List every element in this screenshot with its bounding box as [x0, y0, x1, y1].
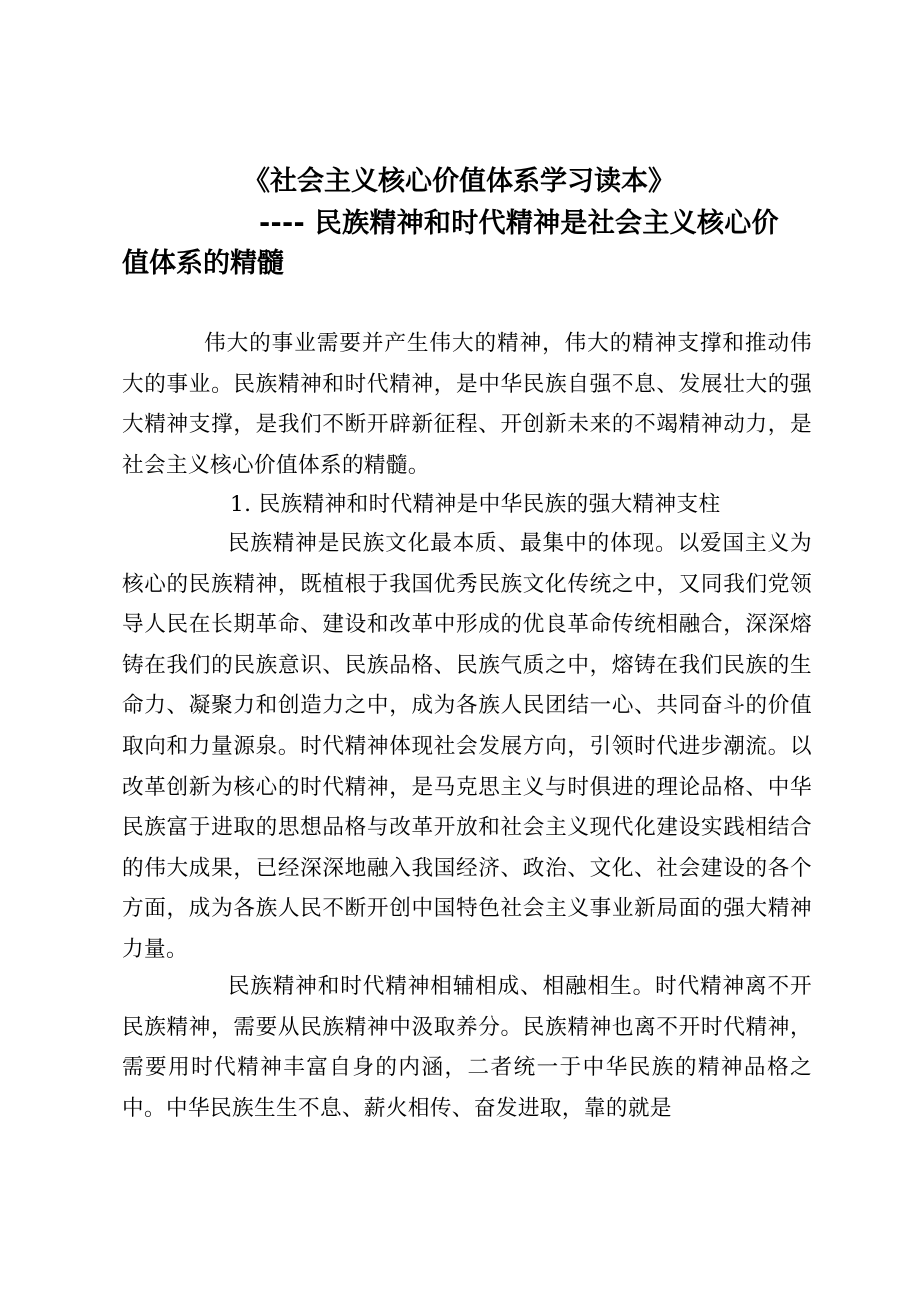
document-title-line-3: 值体系的精髓: [122, 248, 284, 279]
paragraph-intro: 伟大的事业需要并产生伟大的精神，伟大的精神支撑和推动伟大的事业。民族精神和时代精神，是中华民族自强不息、发展壮大的强大精神支撑，是我们不断开辟新征程、开创新未来的不竭精神动力，是社会主义核心价值体系的精髓。: [122, 331, 812, 478]
paragraph-national-spirit: 民族精神是民族文化最本质、最集中的体现。以爱国主义为核心的民族精神，既植根于我国优秀民族文化传统之中，又同我们党领导人民在长期革命、建设和改革中形成的优良革命传统相融合，深深熔铸在我们的民族意识、民族品格、民族气质之中，熔铸在我们民族的生命力、凝聚力和创造力之中，成为各族人民团结一心、共同奋斗的价值取向和力量源泉。时代精神体现社会发展方向，引领时代进步潮流。以改革创新为核心的时代精神，是马克思主义与时俱进的理论品格、中华民族富于进取的思想品格与改革开放和社会主义现代化建设实践相结合的伟大成果，已经深深地融入我国经济、政治、文化、社会建设的各个方面，成为各族人民不断开创中国特色社会主义事业新局面的强大精神力量。: [122, 531, 812, 962]
section-heading-1: 1. 民族精神和时代精神是中华民族的强大精神支柱: [230, 492, 721, 517]
document-title-line-1: 《社会主义核心价值体系学习读本》: [243, 166, 675, 197]
document-title-line-2: ---- 民族精神和时代精神是社会主义核心价: [259, 208, 779, 239]
paragraph-complementary: 民族精神和时代精神相辅相成、相融相生。时代精神离不开民族精神，需要从民族精神中汲取养分。民族精神也离不开时代精神，需要用时代精神丰富自身的内涵，二者统一于中华民族的精神品格之中。中华民族生生不息、薪火相传、奋发进取，靠的就是: [122, 974, 812, 1121]
